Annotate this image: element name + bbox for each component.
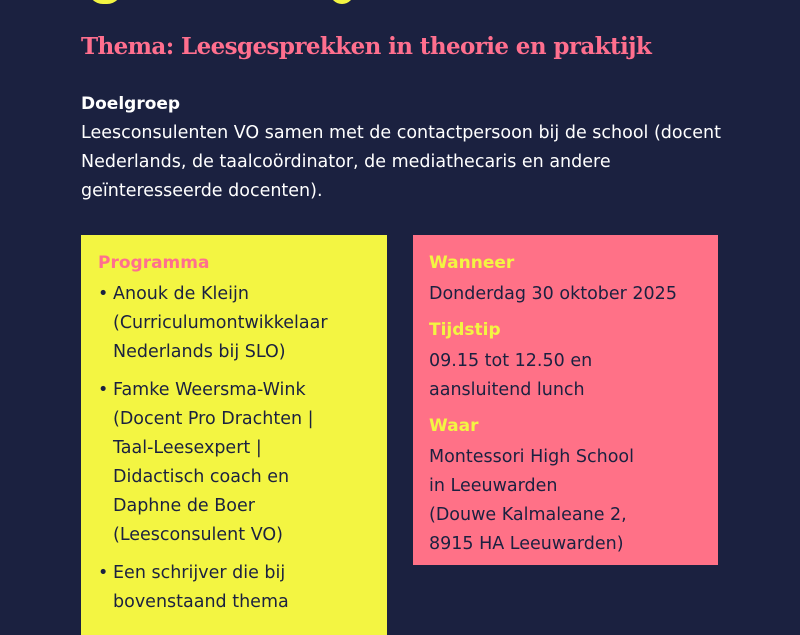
programma-list	[98, 280, 371, 617]
programma-card	[81, 235, 387, 635]
event-info-card	[413, 235, 718, 565]
doelgroep-section	[81, 92, 721, 206]
wanneer-block	[429, 252, 702, 309]
bullet-icon: •	[98, 284, 109, 304]
programma-item-text: Anouk de Kleijn (Curriculumontwikkelaar Nederlands bij SLO)	[113, 284, 328, 362]
doelgroep-heading: Doelgroep	[81, 94, 181, 114]
programma-item	[98, 280, 371, 367]
bullet-icon: •	[98, 563, 109, 583]
programma-heading: Programma	[98, 253, 210, 273]
waar-heading: Waar	[429, 416, 479, 436]
programma-item	[98, 559, 371, 617]
waar-block	[429, 415, 702, 559]
waar-value: Montessori High School in Leeuwarden (Douwe Kalmaleane 2, 8915 HA Leeuwarden)	[429, 447, 634, 554]
theme-title: Thema: Leesgesprekken in theorie en praktijk	[81, 33, 652, 60]
tijdstip-heading: Tijdstip	[429, 320, 501, 340]
doelgroep-text: Leesconsulenten VO samen met de contactpersoon bij de school (docent Nederlands, de taalcoördinator, de mediathecaris en andere geïnteresseerde docenten).	[81, 123, 721, 201]
tijdstip-value: 09.15 tot 12.50 en aansluitend lunch	[429, 351, 593, 400]
programma-item-text: Famke Weersma-Wink (Docent Pro Drachten | Taal-Leesexpert | Didactisch coach en Daphne de Boer (Leesconsulent VO)	[113, 380, 314, 545]
wanneer-heading: Wanneer	[429, 253, 515, 273]
programma-item	[98, 376, 371, 550]
tijdstip-block	[429, 319, 702, 405]
wanneer-value: Donderdag 30 oktober 2025	[429, 284, 677, 304]
bullet-icon: •	[98, 380, 109, 400]
programma-item-text: Een schrijver die bij bovenstaand thema	[113, 563, 289, 612]
decorative-shape	[88, 0, 122, 4]
decorative-shape	[330, 0, 354, 4]
